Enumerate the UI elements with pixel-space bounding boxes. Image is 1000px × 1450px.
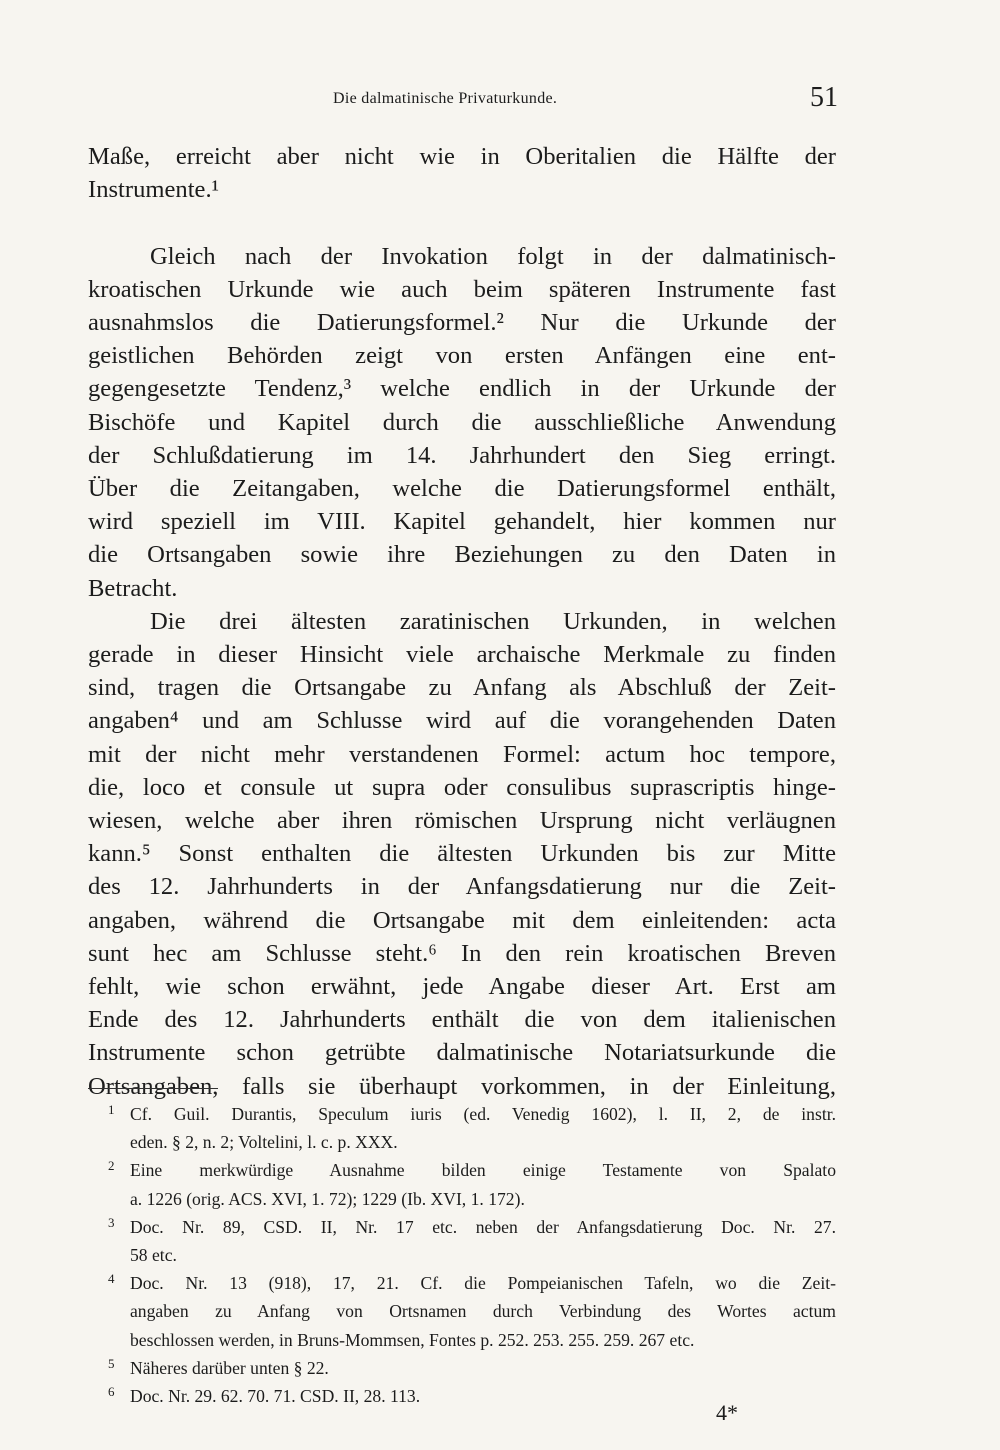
body-line: Ende des 12. Jahrhunderts enthält die von dem italienischen bbox=[88, 1006, 836, 1034]
footnote-number: 5 bbox=[108, 1355, 115, 1371]
footnote-line: Näheres darüber unten § 22. bbox=[130, 1357, 329, 1378]
body-line: kann.⁵ Sonst enthalten die ältesten Urkunden bis zur Mitte bbox=[88, 840, 836, 868]
footnote-line: Cf. Guil. Durantis, Speculum iuris (ed. Venedig 1602), l. II, 2, de instr. bbox=[130, 1104, 836, 1124]
footnote-number: 4 bbox=[108, 1271, 115, 1287]
body-line: gegengesetzte Tendenz,³ welche endlich in der Urkunde der bbox=[88, 375, 836, 403]
body-line: gerade in dieser Hinsicht viele archaische Merkmale zu finden bbox=[88, 641, 836, 669]
body-line: mit der nicht mehr verstandenen Formel: actum hoc tempore, bbox=[88, 740, 836, 768]
page-number: 51 bbox=[810, 82, 838, 113]
footnote-divider bbox=[88, 1088, 218, 1089]
footnote-line: Doc. Nr. 29. 62. 70. 71. CSD. II, 28. 113. bbox=[130, 1386, 421, 1407]
body-line: Ortsangaben, falls sie überhaupt vorkommen, in der Einleitung, bbox=[88, 1072, 836, 1100]
body-line: sind, tragen die Ortsangabe zu Anfang als Abschluß der Zeit- bbox=[88, 674, 836, 702]
body-line: sunt hec am Schlusse steht.⁶ In den rein kroatischen Breven bbox=[88, 939, 836, 967]
body-line: Instrumente schon getrübte dalmatinische Notariatsurkunde die bbox=[88, 1039, 836, 1067]
body-line: angaben, während die Ortsangabe mit dem einleitenden: acta bbox=[88, 906, 836, 934]
body-line: Betracht. bbox=[88, 574, 178, 602]
footnotes bbox=[108, 1100, 836, 1410]
footnote-1 bbox=[108, 1100, 836, 1156]
body-line: fehlt, wie schon erwähnt, jede Angabe dieser Art. Erst am bbox=[88, 973, 836, 1001]
footnote-line: eden. § 2, n. 2; Voltelini, l. c. p. XXX. bbox=[130, 1132, 398, 1153]
body-text bbox=[88, 140, 836, 1103]
body-line: die Ortsangaben sowie ihre Beziehungen zu den Daten in bbox=[88, 541, 836, 569]
body-line: Bischöfe und Kapitel durch die ausschließliche Anwendung bbox=[88, 408, 836, 436]
footnote-4 bbox=[108, 1269, 836, 1354]
body-line: angaben⁴ und am Schlusse wird auf die vorangehenden Daten bbox=[88, 707, 836, 735]
footnote-line: beschlossen werden, in Bruns-Mommsen, Fontes p. 252. 253. 255. 259. 267 etc. bbox=[130, 1329, 695, 1350]
body-line: geistlichen Behörden zeigt von ersten Anfängen eine ent- bbox=[88, 342, 836, 370]
footnote-number: 6 bbox=[108, 1384, 115, 1400]
footnote-number: 3 bbox=[108, 1214, 115, 1230]
paragraph-gap bbox=[88, 206, 836, 239]
body-line: des 12. Jahrhunderts in der Anfangsdatierung nur die Zeit- bbox=[88, 873, 836, 901]
footnote-line: 58 etc. bbox=[130, 1245, 177, 1266]
footnote-line: angaben zu Anfang von Ortsnamen durch Verbindung des Wortes actum bbox=[130, 1301, 836, 1322]
footnote-2 bbox=[108, 1156, 836, 1212]
signature-mark: 4* bbox=[716, 1400, 738, 1425]
body-line: wiesen, welche aber ihren römischen Ursprung nicht verläugnen bbox=[88, 807, 836, 835]
body-line: Über die Zeitangaben, welche die Datierungsformel enthält, bbox=[88, 475, 836, 503]
footnote-5 bbox=[108, 1354, 836, 1382]
footnote-3 bbox=[108, 1213, 836, 1269]
body-line: Maße, erreicht aber nicht wie in Oberitalien die Hälfte der bbox=[88, 143, 836, 170]
body-line: kroatischen Urkunde wie auch beim späteren Instrumente fast bbox=[88, 275, 836, 303]
body-line: Die drei ältesten zaratinischen Urkunden, in welchen bbox=[150, 607, 836, 635]
body-line: wird speziell im VIII. Kapitel gehandelt, hier kommen nur bbox=[88, 508, 836, 536]
body-line: ausnahmslos die Datierungsformel.² Nur die Urkunde der bbox=[88, 309, 836, 337]
footnote-line: Eine merkwürdige Ausnahme bilden einige Testamente von Spalato bbox=[130, 1160, 836, 1181]
footnote-number: 2 bbox=[108, 1158, 115, 1174]
body-line: die, loco et consule ut supra oder consulibus suprascriptis hinge- bbox=[88, 773, 836, 801]
footnote-line: Doc. Nr. 13 (918), 17, 21. Cf. die Pompeianischen Tafeln, wo die Zeit- bbox=[130, 1273, 836, 1294]
body-line: Gleich nach der Invokation folgt in der dalmatinisch- bbox=[150, 242, 836, 270]
footnote-number: 1 bbox=[108, 1102, 115, 1117]
running-title: Die dalmatinische Privaturkunde. bbox=[333, 90, 558, 107]
body-line: Instrumente.¹ bbox=[88, 176, 219, 204]
body-line: der Schlußdatierung im 14. Jahrhundert den Sieg erringt. bbox=[88, 441, 836, 469]
footnote-line: Doc. Nr. 89, CSD. II, Nr. 17 etc. neben der Anfangsdatierung Doc. Nr. 27. bbox=[130, 1216, 836, 1237]
footnote-line: a. 1226 (orig. ACS. XVI, 1. 72); 1229 (Ib. XVI, 1. 172). bbox=[130, 1188, 525, 1209]
page-header bbox=[88, 82, 838, 122]
